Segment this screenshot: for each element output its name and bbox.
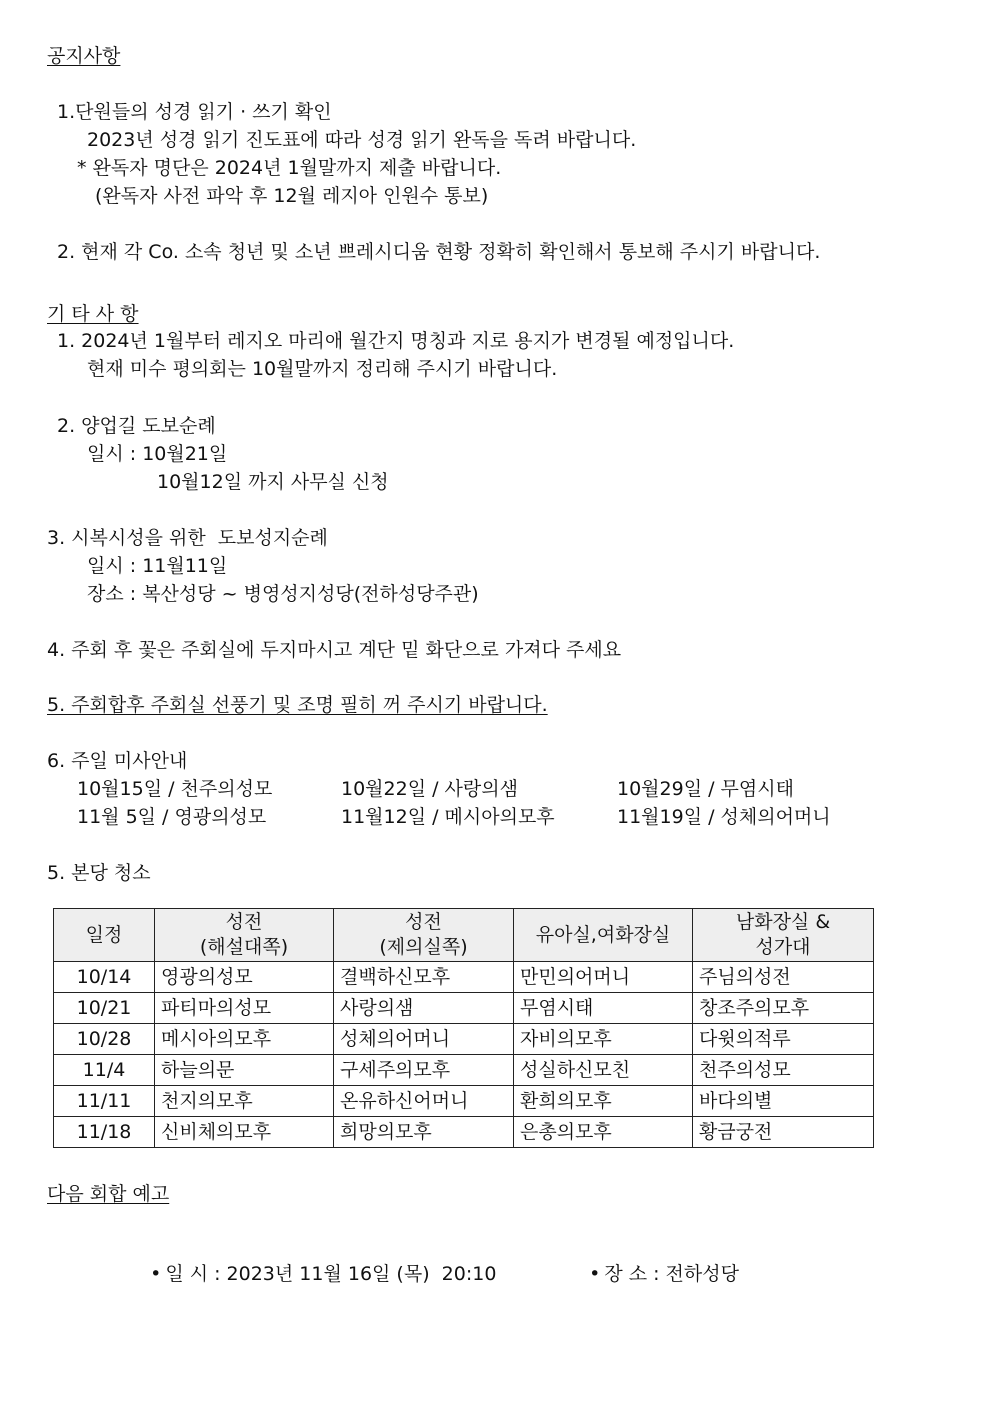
table-cell: 메시아의모후 [155, 1024, 334, 1055]
mass-entry: 10월15일 / 천주의성모 [77, 778, 273, 800]
table-cell: 은총의모후 [514, 1117, 693, 1148]
cleaning-title: 5. 본당 청소 [47, 862, 151, 884]
bullet-icon: • [150, 1263, 162, 1285]
table-row [54, 1086, 874, 1117]
table-cell-date: 11/18 [54, 1117, 155, 1148]
table-cell: 성체의어머니 [334, 1024, 514, 1055]
table-cell: 다윗의적루 [693, 1024, 874, 1055]
mass-entry: 11월12일 / 메시아의모후 [341, 806, 555, 828]
other-item3-title: 3. 시복시성을 위한 도보성지순례 [47, 527, 328, 549]
next-meeting-place-item [577, 1238, 739, 1286]
table-cell: 주님의성전 [693, 962, 874, 993]
other-item1-line1: 1. 2024년 1월부터 레지오 마리애 월간지 명칭과 지로 용지가 변경될 예정입니다. [57, 330, 735, 352]
table-cell: 결백하신모후 [334, 962, 514, 993]
table-header-cell: 유아실,여화장실 [514, 909, 693, 962]
mass-entry: 10월22일 / 사랑의샘 [341, 778, 518, 800]
cleaning-table [53, 908, 874, 1148]
notice-item1-line2: * 완독자 명단은 2024년 1월말까지 제출 바랍니다. [77, 157, 502, 179]
other-item5: 5. 주회합후 주회실 선풍기 및 조명 필히 꺼 주시기 바랍니다. [47, 694, 548, 716]
table-header-cell: 남화장실 & 성가대 [693, 909, 874, 962]
notice-item1-title: 1.단원들의 성경 읽기 · 쓰기 확인 [57, 101, 332, 123]
table-cell-date: 10/21 [54, 993, 155, 1024]
table-cell: 온유하신어머니 [334, 1086, 514, 1117]
table-cell: 희망의모후 [334, 1117, 514, 1148]
table-cell: 신비체의모후 [155, 1117, 334, 1148]
notice-heading: 공지사항 [47, 45, 121, 67]
notice-item1-line3: (완독자 사전 파악 후 12월 레지아 인원수 통보) [95, 185, 489, 207]
table-header-cell: 성전 (제의실쪽) [334, 909, 514, 962]
table-cell-date: 10/28 [54, 1024, 155, 1055]
next-meeting-heading: 다음 회합 예고 [47, 1183, 170, 1205]
next-meeting-datetime-item [138, 1238, 496, 1286]
mass-entry: 10월29일 / 무염시태 [617, 778, 794, 800]
other-item2-title: 2. 양업길 도보순례 [57, 415, 216, 437]
notice-item2: 2. 현재 각 Co. 소속 청년 및 소년 쁘레시디움 현황 정확히 확인해서 통보해 주시기 바랍니다. [57, 241, 821, 263]
mass-entry: 11월19일 / 성체의어머니 [617, 806, 831, 828]
table-cell: 만민의어머니 [514, 962, 693, 993]
next-meeting-datetime: 일 시 : 2023년 11월 16일 (목) 20:10 [165, 1263, 497, 1285]
table-cell: 황금궁전 [693, 1117, 874, 1148]
table-cell: 구세주의모후 [334, 1055, 514, 1086]
table-cell: 천지의모후 [155, 1086, 334, 1117]
notice-item1-line1: 2023년 성경 읽기 진도표에 따라 성경 읽기 완독을 독려 바랍니다. [87, 129, 637, 151]
other-item4: 4. 주회 후 꽃은 주회실에 두지마시고 계단 밑 화단으로 가져다 주세요 [47, 639, 622, 661]
table-cell: 무염시태 [514, 993, 693, 1024]
table-cell: 창조주의모후 [693, 993, 874, 1024]
table-cell-date: 10/14 [54, 962, 155, 993]
table-row [54, 1117, 874, 1148]
table-cell: 파티마의성모 [155, 993, 334, 1024]
table-row [54, 993, 874, 1024]
table-row [54, 1055, 874, 1086]
mass-entry: 11월 5일 / 영광의성모 [77, 806, 267, 828]
table-cell: 자비의모후 [514, 1024, 693, 1055]
other-item3-date: 일시 : 11월11일 [87, 555, 228, 577]
other-item1-line2: 현재 미수 평의회는 10월말까지 정리해 주시기 바랍니다. [87, 358, 558, 380]
other-item2-apply: 10월12일 까지 사무실 신청 [157, 471, 389, 493]
table-cell: 성실하신모친 [514, 1055, 693, 1086]
table-cell: 하늘의문 [155, 1055, 334, 1086]
table-cell-date: 11/4 [54, 1055, 155, 1086]
table-row [54, 962, 874, 993]
bullet-icon: • [589, 1263, 601, 1285]
table-cell: 천주의성모 [693, 1055, 874, 1086]
table-header-cell: 성전 (해설대쪽) [155, 909, 334, 962]
table-cell: 사랑의샘 [334, 993, 514, 1024]
other-item3-place: 장소 : 복산성당 ~ 병영성지성당(전하성당주관) [87, 583, 479, 605]
table-row [54, 1024, 874, 1055]
table-cell: 바다의별 [693, 1086, 874, 1117]
table-cell: 영광의성모 [155, 962, 334, 993]
table-cell-date: 11/11 [54, 1086, 155, 1117]
other-heading: 기 타 사 항 [47, 303, 139, 325]
table-header-row [54, 909, 874, 962]
other-item2-date: 일시 : 10월21일 [87, 443, 228, 465]
other-item6-title: 6. 주일 미사안내 [47, 750, 188, 772]
next-meeting-place: 장 소 : 전하성당 [604, 1263, 739, 1285]
table-header-cell: 일정 [54, 909, 155, 962]
table-cell: 환희의모후 [514, 1086, 693, 1117]
